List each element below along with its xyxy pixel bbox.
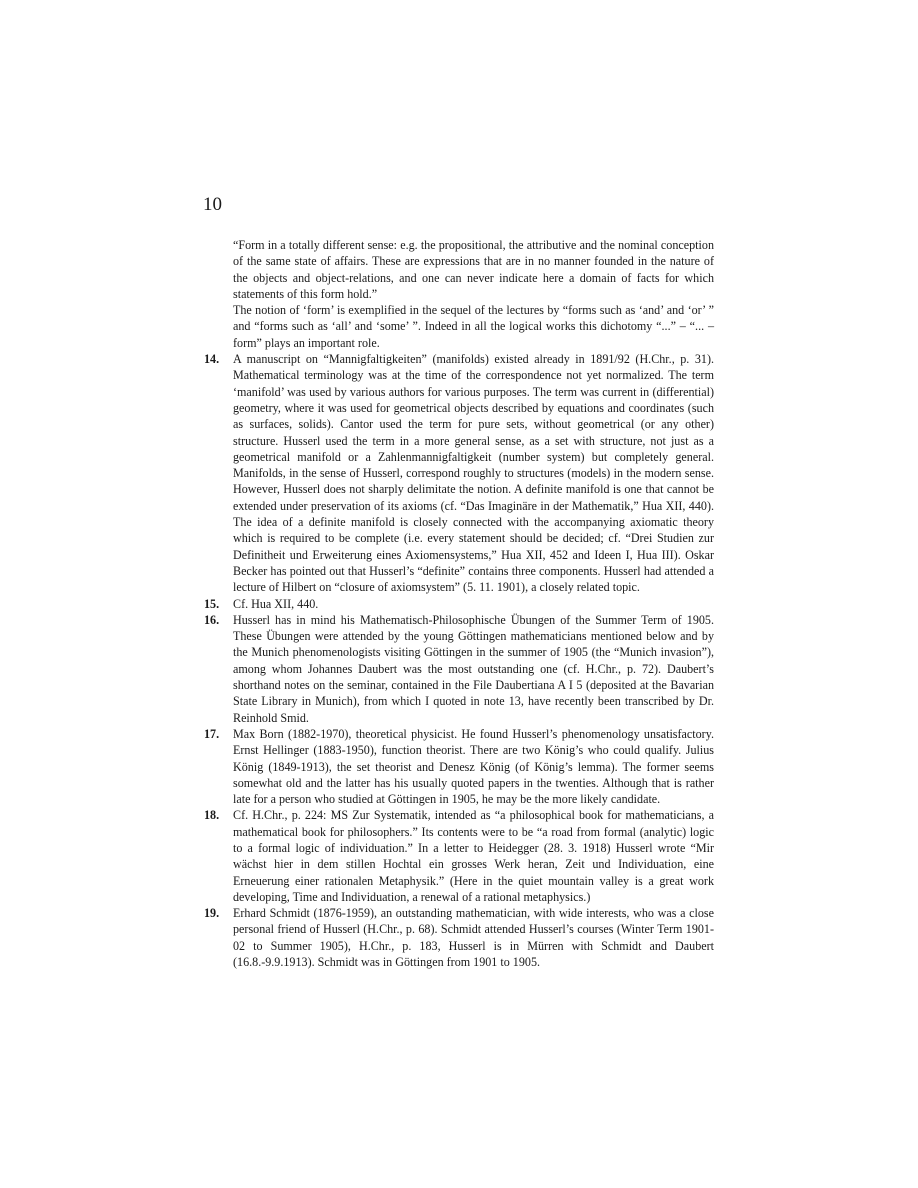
note-number: 17. <box>204 726 220 741</box>
note-text: Erhard Schmidt (1876-1959), an outstanding mathematician, with wide interests, who was a close personal friend of Husserl (H.Chr., p. 68). Schmidt attended Husserl’s courses (Winter Term 1901-02 to Summer 1905), H.Chr., p. 183, Husserl is in Mürren with Schmidt and Daubert (16.8.-9.9.1913). Schmidt was in Göttingen from 1901 to 1905. <box>233 906 714 970</box>
note-number: 18. <box>204 808 220 823</box>
note-19 <box>200 905 714 970</box>
note-17 <box>200 726 714 807</box>
note-13-continuation <box>200 237 714 351</box>
note-15 <box>200 596 714 612</box>
note-number: 14. <box>204 352 220 367</box>
note-text: Cf. Hua XII, 440. <box>233 596 319 611</box>
note-16 <box>200 612 714 726</box>
note-number: 16. <box>204 612 220 627</box>
note-text: Max Born (1882-1970), theoretical physicist. He found Husserl’s phenomenology unsatisfactory. Ernst Hellinger (1883-1950), function theorist. There are two König’s who could qualify. Julius König (1849-1913), the set theorist and Denesz König (of König’s lemma). The former seems somewhat old and the latter has his usually quoted papers in the twenties. Although that is rather late for a person who studied at Göttingen in 1905, he may be the more likely candidate. <box>233 726 714 807</box>
note-text: A manuscript on “Mannigfaltigkeiten” (manifolds) existed already in 1891/92 (H.Chr., p. 31). Mathematical terminology was at the time of the correspondence not yet normalized. The term ‘manifold’ was used by various authors for various purposes. The term was current in (differential) geometry, where it was used for geometrical objects described by equations and coordinates (such as surfaces, solids). Cantor used the term for pure sets, without geometrical (or any other) structure. Husserl used the term in a more general sense, as a set with structure, not just as a geometrical manifold or a Zahlenmannigfaltigkeit (number system) but completely general. Manifolds, in the sense of Husserl, correspond roughly to structures (models) in the modern sense. However, Husserl does not sharply delimitate the notion. A definite manifold is one that cannot be extended under preservation of its axioms (cf. “Das Imaginäre in der Mathematik,” Hua XII, 440). The idea of a definite manifold is closely connected with the accompanying axiomatic theory which is required to be complete (i.e. every statement should be decided; cf. “Drei Studien zur Definitheit und Erweiterung eines Axiomensystems,” Hua XII, 452 and Ideen I, Hua III). Oskar Becker has pointed out that Husserl’s “definite” contains three components. Husserl had attended a lecture of Hilbert on “closure of axiomsystem” (5. 11. 1901), a closely related topic. <box>233 352 714 595</box>
note-text: Husserl has in mind his Mathematisch-Philosophische Übungen of the Summer Term of 1905. These Übungen were attended by the young Göttingen mathematicians mentioned below and by the Munich phenomenologists visiting Göttingen in the summer of 1905 (the “Munich invasion”), among whom Johannes Daubert was the most outstanding one (cf. H.Chr., p. 72). Daubert’s shorthand notes on the seminar, contained in the File Daubertiana A I 5 (deposited at the Bavarian State Library in Munich), from which I quoted in note 13, have recently been transcribed by Dr. Reinhold Smid. <box>233 612 714 725</box>
note-14 <box>200 351 714 595</box>
intro-paragraph-1: “Form in a totally different sense: e.g. the propositional, the attributive and the nominal conception of the same state of affairs. These are expressions that are in no manner founded in the nature of the objects and object-relations, and one can never indicate here a domain of facts for which statements of this form hold.” <box>233 238 714 301</box>
intro-paragraph-2: The notion of ‘form’ is exemplified in the sequel of the lectures by “forms such as ‘and’ and ‘or’ ” and “forms such as ‘all’ and ‘some’ ”. Indeed in all the logical works this dichotomy “...” – “... – form” plays an important role. <box>233 303 714 350</box>
note-number: 15. <box>204 596 220 611</box>
note-text: Cf. H.Chr., p. 224: MS Zur Systematik, intended as “a philosophical book for mathematicians, a mathematical book for philosophers.” Its contents were to be “a road from formal (analytic) logic to a formal logic of individuation.” In a letter to Heidegger (28. 3. 1918) Husserl wrote “Mir wächst hier in dem stillen Hochtal ein grosses Werk heran, Zeit und Individuation, eine Erneuerung einer rationalen Metaphysik.” (Here in the quiet mountain valley is a great work developing, Time and Individuation, a renewal of a rational metaphysics.) <box>233 808 714 904</box>
note-18 <box>200 807 714 905</box>
endnotes <box>200 237 714 970</box>
page-number: 10 <box>203 194 222 215</box>
note-number: 19. <box>204 906 220 921</box>
